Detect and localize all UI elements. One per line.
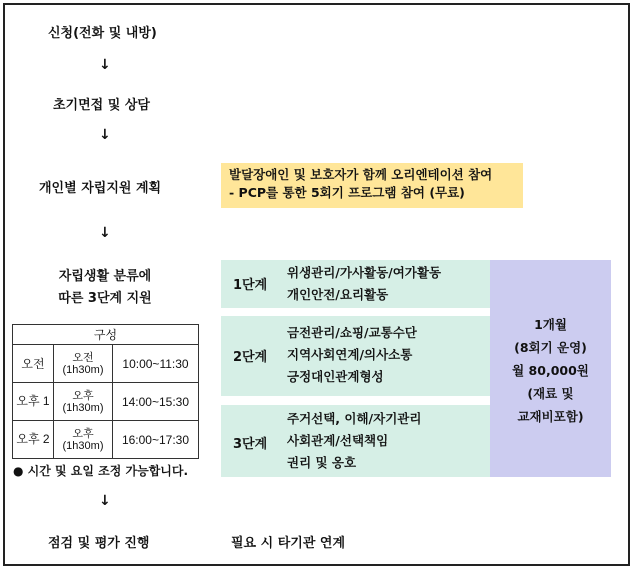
step-application: 신청(전화 및 내방) [48,26,157,41]
time-cell: 10:00~11:30 [113,345,199,383]
orientation-note [221,163,523,208]
list-item: 사회관계/선택책임 [287,433,389,448]
stage-2-box [221,316,490,396]
list-item: 주거선택, 이해/자기관리 [287,411,422,426]
session-sub-cell [54,345,113,383]
schedule-table [12,324,199,459]
arrow-down-3: ↓ [99,225,111,241]
stage-1-box [221,260,490,308]
arrow-down-1: ↓ [99,57,111,73]
arrow-down-2: ↓ [99,127,111,143]
session-sub-label: 오전 [72,351,94,364]
duration-fee-box [490,260,611,477]
stage-1-items [287,262,441,306]
stage-3-items [287,408,421,474]
session-sub-duration: (1h30m) [62,363,104,376]
schedule-note: ● 시간 및 요일 조정 가능합니다. [13,464,189,478]
session-sub-duration: (1h30m) [62,401,104,414]
fee-note-line2: 교재비포함) [517,409,584,424]
time-cell: 14:00~15:30 [113,383,199,421]
list-item: 긍정대인관계형성 [287,369,384,384]
table-row [13,345,199,383]
list-item: 위생관리/가사활동/여가활동 [287,265,442,280]
stage-3-box [221,405,490,477]
session-sub-cell [54,383,113,421]
arrow-down-4: ↓ [99,493,111,509]
schedule-header: 구성 [13,325,199,345]
step-three-stage-line2: 따른 3단계 지원 [58,291,152,306]
table-row [13,421,199,459]
stage-2-label: 2단계 [233,350,268,365]
session-cell: 오후 1 [13,383,54,421]
session-cell: 오후 2 [13,421,54,459]
step-evaluation: 점검 및 평가 진행 [48,536,150,551]
stage-2-items [287,322,417,388]
session-sub-cell [54,421,113,459]
duration-line: 1개월 [534,317,567,332]
step-initial-interview: 초기면접 및 상담 [53,98,150,113]
external-referral-note: 필요 시 타기관 연계 [231,536,346,551]
orientation-note-line1: 발달장애인 및 보호자가 함께 오리엔테이션 참여 [229,167,493,182]
fee-line: 월 80,000원 [512,363,589,378]
list-item: 지역사회연계/의사소통 [287,347,413,362]
orientation-note-line2: - PCP를 통한 5회기 프로그램 참여 (무료) [229,185,465,200]
table-row [13,383,199,421]
list-item: 권리 및 옹호 [287,455,357,470]
list-item: 금전관리/쇼핑/교통수단 [287,325,417,340]
session-sub-duration: (1h30m) [62,439,104,452]
step-three-stage-support [30,266,180,310]
session-sub-label: 오후 [72,389,94,402]
session-sub-label: 오후 [72,427,94,440]
time-cell: 16:00~17:30 [113,421,199,459]
fee-note-line1: (재료 및 [527,386,574,401]
stage-3-label: 3단계 [233,437,268,452]
sessions-line: (8회기 운영) [514,340,587,355]
step-individual-plan: 개인별 자립지원 계획 [39,181,162,196]
list-item: 개인안전/요리활동 [287,287,389,302]
stage-1-label: 1단계 [233,278,268,293]
step-three-stage-line1: 자립생활 분류에 [58,269,152,284]
session-cell: 오전 [13,345,54,383]
